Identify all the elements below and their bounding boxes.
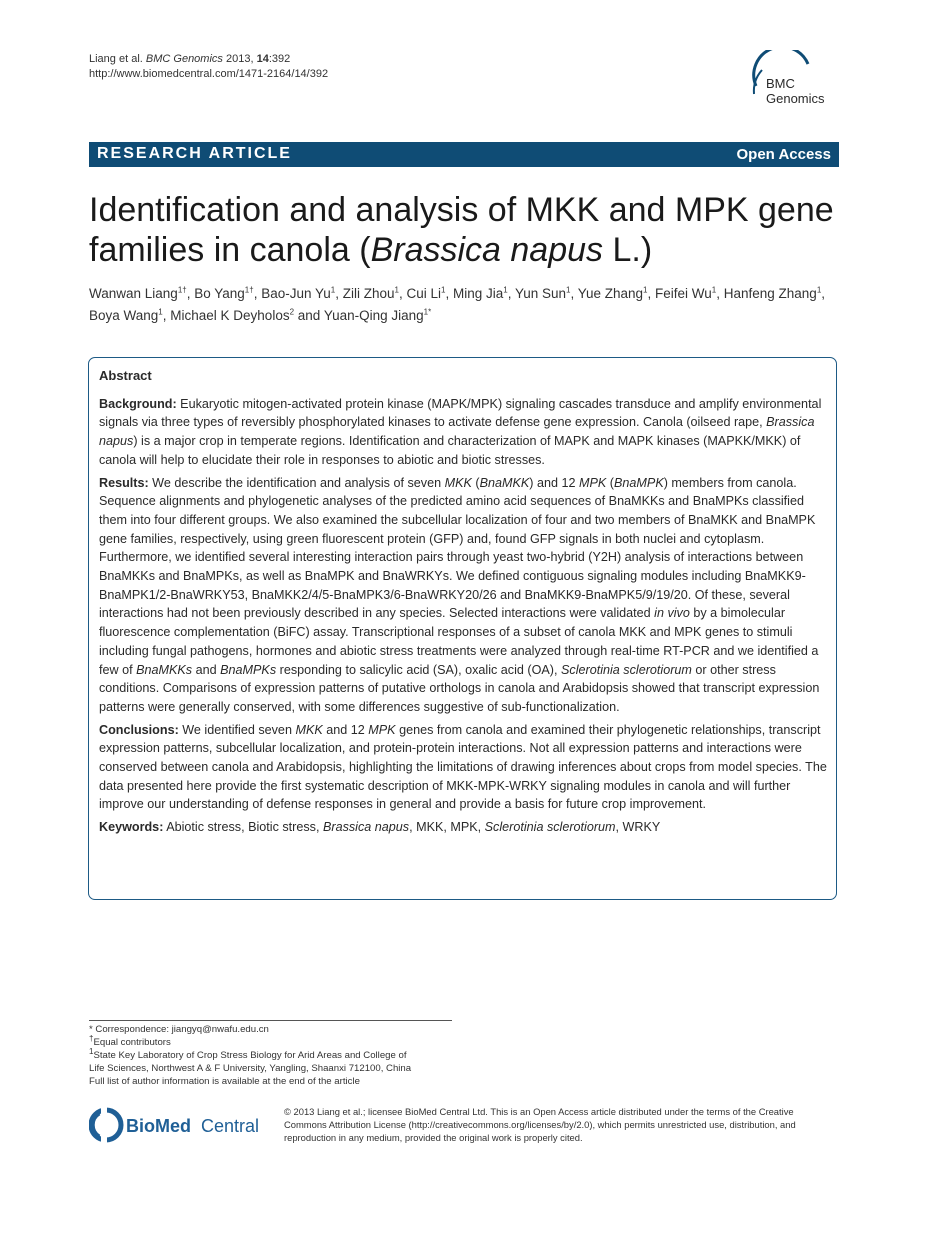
abstract-heading: Abstract [99, 368, 152, 383]
author-separator: , [821, 286, 826, 301]
author-separator: , [716, 286, 724, 301]
biomed-central-logo [89, 1105, 269, 1145]
author-name[interactable]: Feifei Wu [655, 286, 712, 301]
logo-text-central: Central [201, 1116, 260, 1136]
author-separator: , [186, 286, 195, 301]
conclusions-italic: MPK [368, 722, 396, 737]
background-text: ) is a major crop in temperate regions. Identification and characterization of MAPK and MAPK kinases (MAPKK/MKK) of canola will help to elucidate their role in responses to abiotic and biotic stresses. [99, 434, 801, 467]
abstract-content [99, 367, 827, 841]
correspondence-note: * Correspondence: jiangyq@nwafu.edu.cn [89, 1024, 269, 1035]
equal-mark: † [89, 1033, 94, 1043]
author-name[interactable]: Yuan-Qing Jiang [323, 308, 424, 323]
author-affiliation-mark: 1† [177, 285, 187, 295]
author-name[interactable]: Bo Yang [194, 286, 245, 301]
article-type-banner [89, 142, 839, 167]
results-text: or other stress conditions. Comparisons of expression patterns of putative orthologs in canola and Arabidopsis showed that transcript expression patterns were generally conserved, with some differences suggestive of sub-functionalization. [99, 662, 820, 714]
license-line: reproduction in any medium, provided the original work is properly cited. [284, 1132, 583, 1143]
keywords-text: Abiotic stress, Biotic stress, [163, 820, 323, 835]
background-italic: Brassica napus [99, 415, 815, 449]
affiliation-note [89, 1046, 469, 1062]
conclusions-label: Conclusions: [99, 722, 179, 737]
results-italic: BnaMPK [614, 475, 664, 490]
author-separator: , [570, 286, 578, 301]
title-part1: Identification and analysis of MKK and MPK gene families in canola ( [89, 191, 834, 269]
results-italic: BnaMKK [479, 475, 530, 490]
open-access-label: Open Access [736, 146, 831, 163]
author-affiliation-mark: 1 [566, 285, 571, 295]
citation-line [89, 52, 328, 67]
keywords-label: Keywords: [99, 820, 164, 835]
results-italic: Sclerotinia sclerotiorum [561, 662, 692, 677]
keywords-italic: Sclerotinia sclerotiorum [484, 820, 616, 835]
article-url[interactable]: http://www.biomedcentral.com/1471-2164/14/392 [89, 68, 329, 80]
conclusions-text: We identified seven [178, 722, 296, 737]
results-italic: MKK [444, 475, 472, 490]
results-text: We describe the identification and analysis of seven [148, 475, 445, 490]
full-author-info-note: Full list of author information is available at the end of the article [89, 1076, 360, 1087]
results-italic: in vivo [654, 606, 690, 621]
author-separator: , [335, 286, 343, 301]
author-separator: , [398, 286, 407, 301]
affiliation-note-cont: Life Sciences, Northwest A & F University, Yangling, Shaanxi 712100, China [89, 1063, 412, 1074]
article-title [89, 190, 849, 270]
abstract-results [99, 474, 827, 717]
affiliation-text: State Key Laboratory of Crop Stress Biology for Arid Areas and College of [93, 1050, 407, 1061]
title-species: Brassica napus [370, 231, 604, 269]
license-line: Commons Attribution License (http://creativecommons.org/licenses/by/2.0), which permits unrestricted use, distribution, and [284, 1119, 796, 1130]
author-affiliation-mark: 2 [289, 307, 295, 317]
biomed-central-icon [89, 1105, 269, 1145]
author-name[interactable]: Michael K Deyholos [170, 308, 290, 323]
logo-text-genomics: Genomics [766, 91, 825, 106]
article-type-label: RESEARCH ARTICLE [97, 145, 292, 162]
author-name[interactable]: Ming Jia [452, 286, 504, 301]
author-affiliation-mark: 1 [158, 307, 163, 317]
results-text: ) and 12 [529, 475, 580, 490]
results-text: and [192, 662, 221, 677]
author-name[interactable]: Yun Sun [514, 286, 566, 301]
author-separator: and [294, 308, 324, 323]
author-affiliation-mark: 1* [423, 307, 432, 317]
author-name[interactable]: Boya Wang [89, 308, 159, 323]
results-text: by a bimolecular fluorescence complementation (BiFC) assay. Transcriptional responses of a subset of canola MKK and MPK genes to stimuli including fungal pathogens, hormones and abiotic stress treatments were analyzed through real-time RT-PCR and we identified a few of [99, 606, 819, 677]
results-italic: BnaMKKs [136, 662, 193, 677]
author-name[interactable]: Bao-Jun Yu [261, 286, 331, 301]
results-text: ) members from canola. Sequence alignments and phylogenetic analyses of the predicted amino acid sequences of BnaMKKs and BnaMPKs classified them into four different groups. We also examined the subcellular localization of four and two members of BnaMKK and BnaMPK gene families, respectively, using green fluorescent protein (GFP) and, found GFP signals in both nuclei and cytoplasm. Furthermore, we identified several interesting interaction pairs through yeast two-hybrid (Y2H) analysis of interactions between BnaMKKs and BnaMPKs, as well as BnaMPK and BnaWRKYs. We defined contiguous signaling modules including BnaMKK9-BnaMPK1/2-BnaWRKY53, BnaMKK2/4/5-BnaMPK3/6-BnaWRKY20/26 and BnaMKK9-BnaMPK5/9/19/20. Of these, several interactions had not been previously described in any species. Selected interactions were validated [99, 475, 816, 621]
keywords-italic: Brassica napus [322, 820, 410, 835]
author-name[interactable]: Zili Zhou [342, 286, 395, 301]
author-affiliation-mark: 1 [816, 285, 822, 295]
author-affiliation-mark: 1 [643, 285, 648, 295]
author-separator: , [647, 286, 655, 301]
equal-text: Equal contributors [93, 1037, 171, 1048]
author-affiliation-mark: 1† [244, 285, 254, 295]
abstract-background [99, 395, 827, 470]
author-affiliation-mark: 1 [394, 285, 399, 295]
conclusions-italic: MKK [295, 722, 323, 737]
author-name[interactable]: Wanwan Liang [89, 286, 178, 301]
footnote-divider [89, 1020, 452, 1021]
abstract-keywords [99, 818, 827, 837]
citation-authors: Liang et al. [89, 53, 143, 65]
results-italic: MPK [579, 475, 607, 490]
results-italic: BnaMPKs [220, 662, 277, 677]
citation-block [89, 52, 328, 82]
title-part2: L.) [603, 231, 653, 269]
results-text: ( [471, 475, 480, 490]
citation-volume: 14 [256, 53, 269, 65]
keywords-text: , WRKY [615, 820, 661, 835]
author-separator: , [507, 286, 515, 301]
author-affiliation-mark: 1 [440, 285, 446, 295]
results-text: responding to salicylic acid (SA), oxalic acid (OA), [276, 662, 561, 677]
citation-issue: :392 [268, 53, 291, 65]
logo-text-biomed: BioMed [126, 1116, 191, 1136]
author-affiliation-mark: 1 [330, 285, 336, 295]
conclusions-text: and 12 [322, 722, 369, 737]
author-name[interactable]: Cui Li [406, 286, 441, 301]
license-line: © 2013 Liang et al.; licensee BioMed Central Ltd. This is an Open Access article distributed under the terms of the Creative [284, 1106, 794, 1117]
keywords-text: , MKK, MPK, [409, 820, 485, 835]
author-separator: , [162, 308, 171, 323]
author-separator: , [253, 286, 262, 301]
author-affiliation-mark: 1 [503, 285, 508, 295]
author-separator: , [445, 286, 453, 301]
bmc-genomics-logo [748, 50, 843, 112]
conclusions-text: genes from canola and examined their phylogenetic relationships, transcript expression patterns, subcellular localization, and protein-protein interactions. Not all expression patterns and interactions were conserved between canola and Arabidopsis, highlighting the limitations of drawing inferences about crops from model species. The data presented here provide the first systematic description of MKK-MPK-WRKY signaling modules in canola and will further improve our understanding of defense responses in general and provide a basis for future crop improvement. [99, 722, 827, 812]
affiliation-mark: 1 [89, 1046, 94, 1056]
background-label: Background: [99, 396, 177, 411]
citation-journal: BMC Genomics [145, 53, 223, 65]
logo-text-bmc: BMC [766, 76, 795, 91]
abstract-conclusions [99, 721, 827, 815]
results-text: ( [606, 475, 615, 490]
results-label: Results: [99, 475, 149, 490]
author-name[interactable]: Yue Zhang [577, 286, 644, 301]
author-name[interactable]: Hanfeng Zhang [723, 286, 817, 301]
author-affiliation-mark: 1 [711, 285, 717, 295]
equal-contrib-note [89, 1033, 469, 1049]
citation-year: 2013, [225, 53, 254, 65]
background-text: Eukaryotic mitogen-activated protein kinase (MAPK/MPK) signaling cascades transduce and amplify environmental signals via three types of reversibly phosphorylated kinases to activate defense gene expression. Canola (oilseed rape, [99, 396, 822, 430]
footnotes [89, 1023, 469, 1088]
author-list [89, 283, 849, 327]
license-text [284, 1105, 814, 1144]
